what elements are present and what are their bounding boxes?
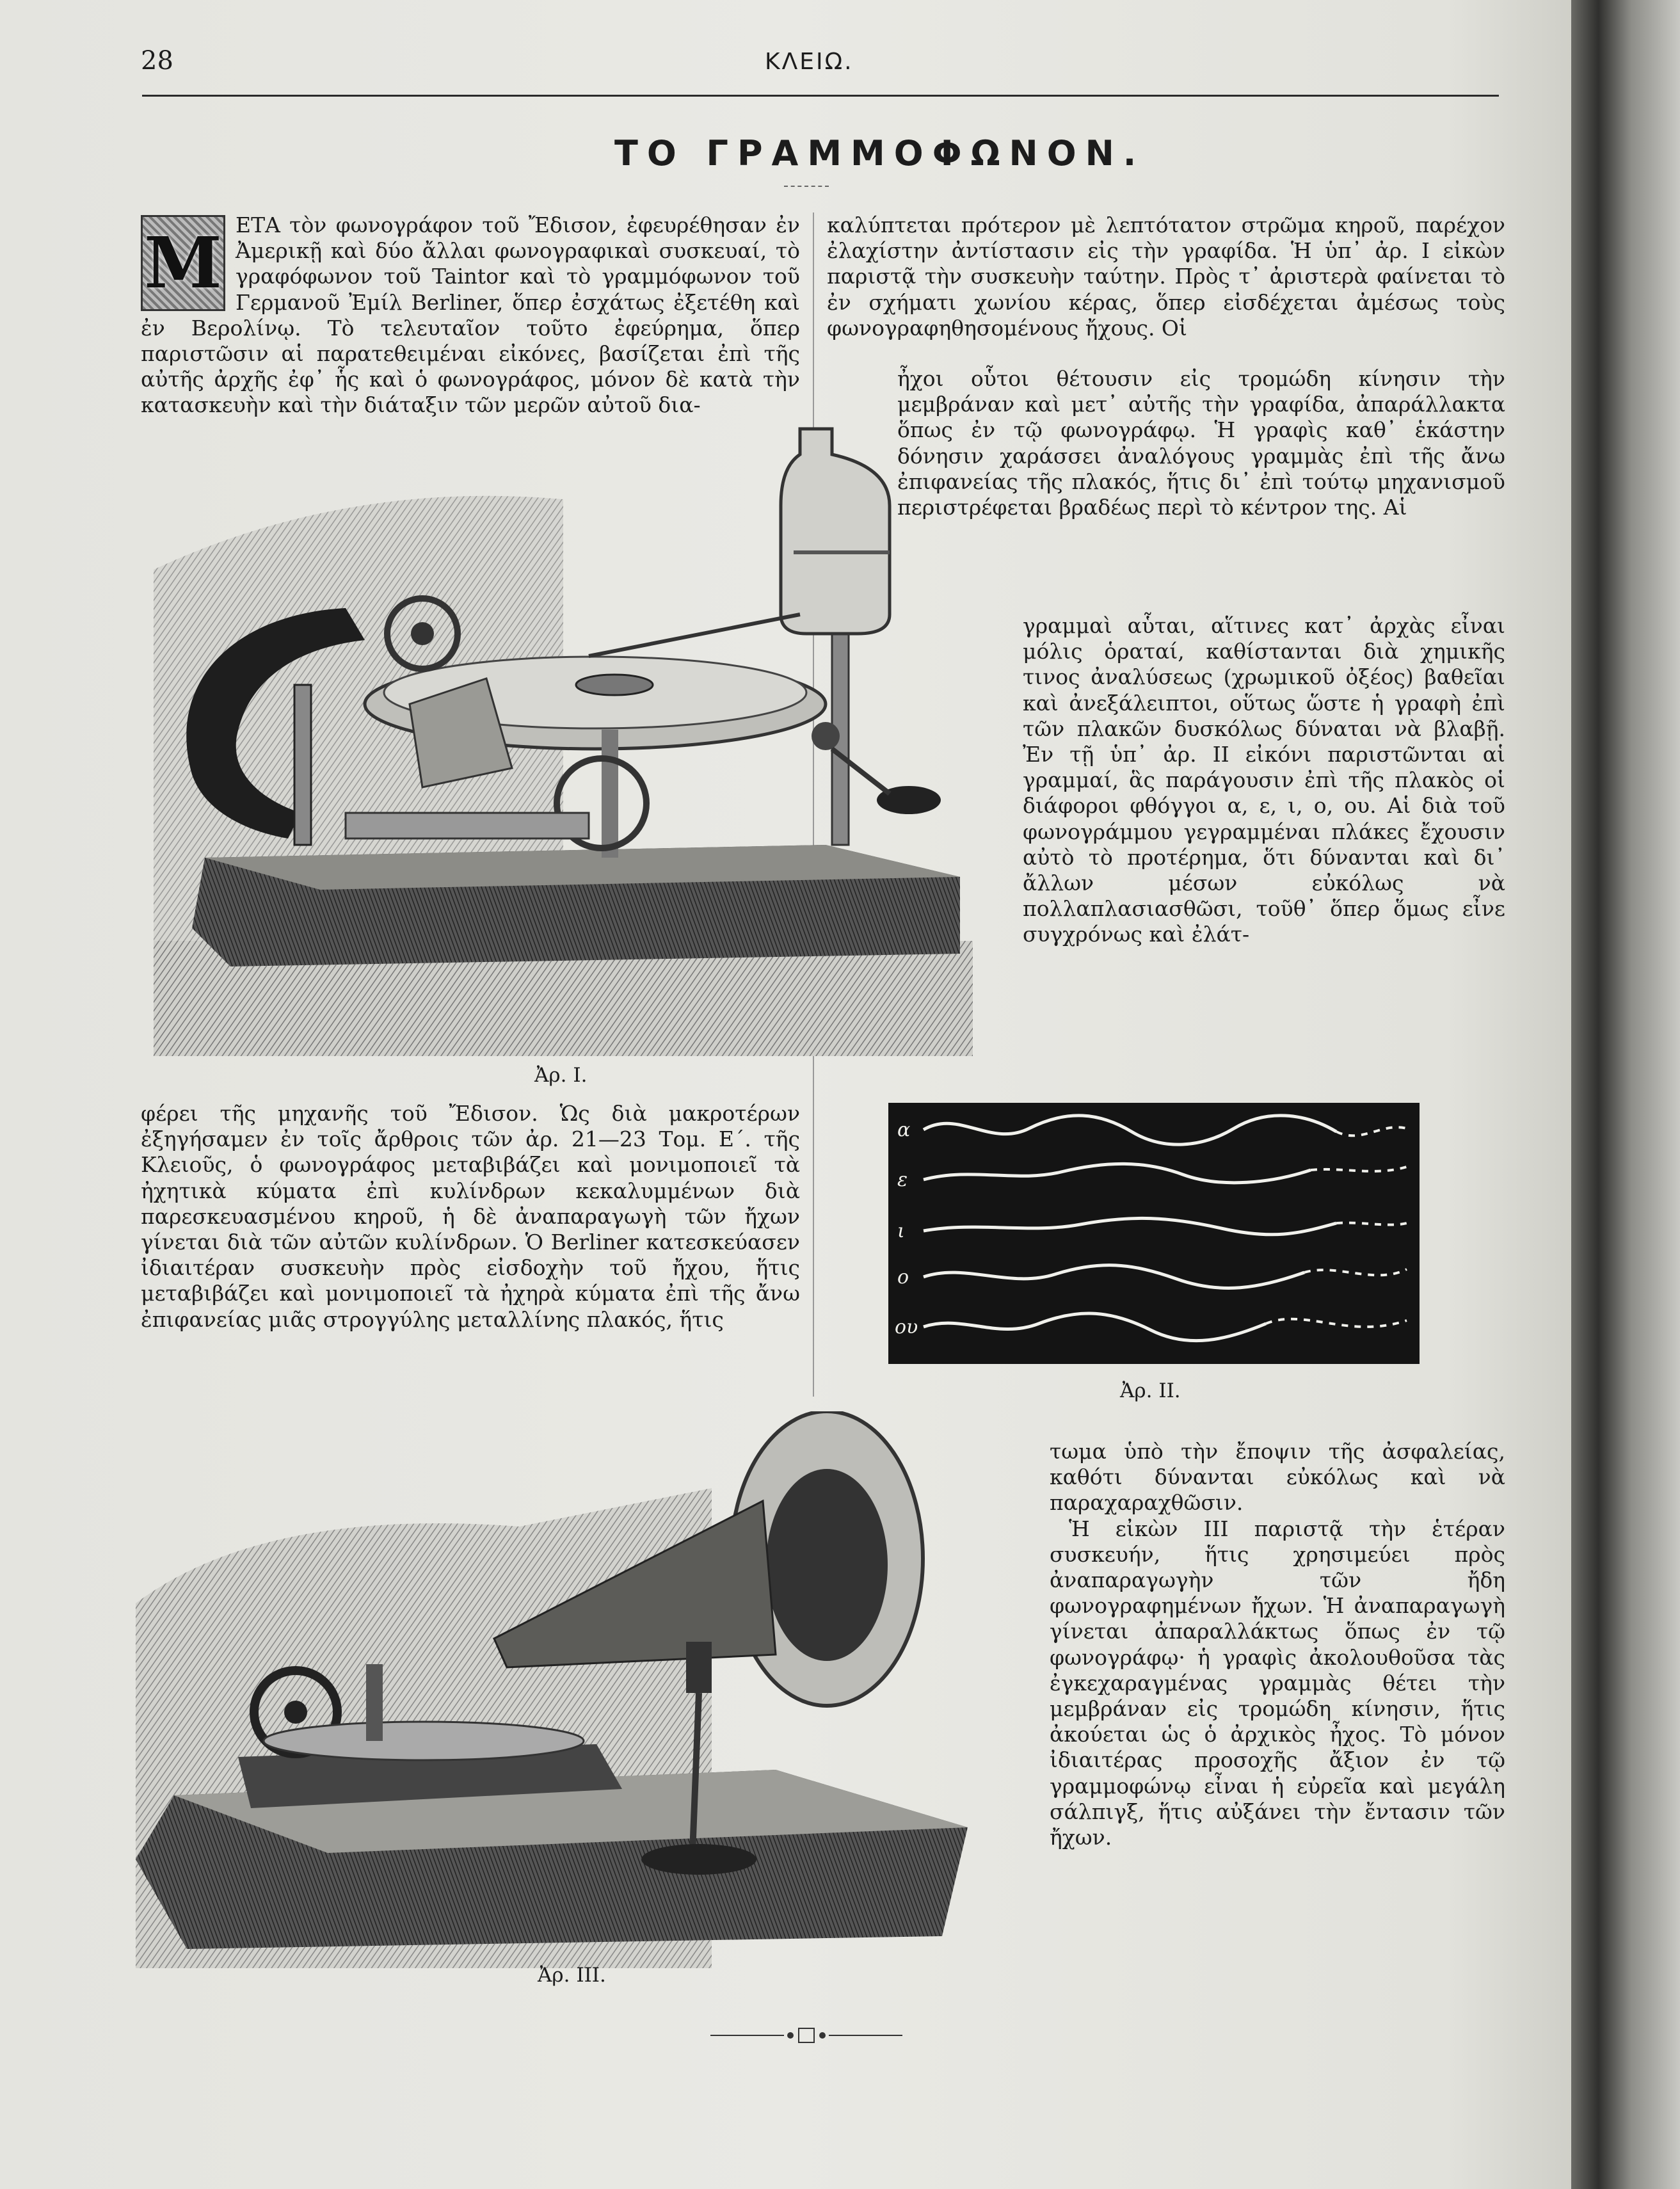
column-2-mid-text [897, 366, 1505, 520]
paragraph-intro: ΕΤΑ τὸν φωνογράφον τοῦ Ἔδισον, ἐφευρέθησαν ἐν Ἀμερικῇ καὶ δύο ἄλλαι φωνογραφικαὶ συσκευαί, τὸ γραφόφωνον τοῦ Taintor καὶ τὸ γραμμόφωνον τοῦ Γερμανοῦ Ἐμίλ Berliner, ὅπερ ἐσχάτως ἐξετέθη καὶ ἐν Βερολίνῳ. Τὸ τελευταῖον τοῦτο ἐφεύρημα, ὅπερ παριστῶσιν αἱ παρατεθειμέναι εἰκόνες, βασίζεται ἐπὶ τῆς αὐτῆς ἀρχῆς ἐφ᾽ ἧς καὶ ὁ φωνογράφος, μόνον δὲ κατὰ τὴν κατασκευὴν καὶ τὴν διάταξιν τῶν μερῶν αὐτοῦ δια- [141, 212, 800, 418]
trace-label-ou: ου [895, 1316, 918, 1338]
gramophone-player-illustration [136, 1411, 1000, 1968]
header-rule [142, 95, 1499, 97]
title-flourish [784, 186, 829, 188]
figure-1-engraving [154, 403, 986, 1056]
trace-label-a: α [897, 1119, 911, 1141]
figure-1-caption: Ἀρ. I. [534, 1064, 588, 1087]
page-number: 28 [141, 46, 173, 76]
trace-label-i: ι [897, 1220, 905, 1242]
column-2-top-text [827, 212, 1505, 341]
column-1-bottom-text [141, 1101, 800, 1333]
binding-gutter [1571, 0, 1680, 2189]
figure-2-caption: Ἀρ. II. [1120, 1379, 1181, 1402]
paragraph-col1-bottom: φέρει τῆς μηχανῆς τοῦ Ἔδισον. Ὡς διὰ μακροτέρων ἐξηγήσαμεν ἐν τοῖς ἄρθροις τῶν ἀρ. 21—23 Τομ. Ε΄. τῆς Κλειοῦς, ὁ φωνογράφος μεταβιβάζει καὶ μονιμοποιεῖ τὰ ἠχητικὰ κύματα ἐπὶ κυλίνδρων κεκαλυμμένων διὰ παρεσκευασμένου κηροῦ, ἡ δὲ ἀναπαραγωγὴ τῶν ἤχων γίνεται διὰ τῶν αὐτῶν κυλίνδρων. Ὁ Berliner κατεσκεύασεν ἰδιαιτέραν συσκευὴν πρὸς εἰσδοχὴν τοῦ ἤχου, ἥτις μεταβιβάζει καὶ μονιμοποιεῖ τὰ ἠχηρὰ κύματα ἐπὶ τῆς ἄνω ἐπιφανείας μιᾶς στρογγύλης μεταλλίνης πλακός, ἥτις [141, 1101, 800, 1332]
closing-ornament [710, 2026, 902, 2045]
paragraph-col2-bottom-2: Ἡ εἰκὼν III παριστᾷ τὴν ἑτέραν συσκευήν, ἥτις χρησιμεύει πρὸς ἀναπαραγωγὴν τῶν ἤδη φωνογραφημένων ἤχων. Ἡ ἀναπαραγωγὴ γίνεται ἀπαραλλάκτως ὅπως ἐν τῷ φωνογράφῳ· ἡ γραφὶς ἀκολουθοῦσα τὰς ἐγκεχαραγμένας γραμμὰς θέτει τὴν μεμβράναν εἰς τρομώδη κίνησιν, ἥτις ἀκούεται ὡς ὁ ἀρχικὸς ἦχος. Τὸ μόνον ἰδιαιτέρας προσοχῆς ἄξιον ἐν τῷ γραμμοφώνῳ εἶναι ἡ εὐρεῖα καὶ μεγάλη σάλπιγξ, ἥτις αὐξάνει τὴν ἔντασιν τῶν ἤχων. [1050, 1516, 1505, 1850]
figure-2-plate [888, 1103, 1420, 1364]
column-1-top-text [141, 212, 800, 419]
figure-3-engraving [136, 1411, 1000, 1968]
article-title: ΤΟ ΓΡΑΜΜΟΦΩΝΟΝ. [614, 133, 1146, 173]
column-2-narrow-text [1023, 613, 1505, 948]
column-2-bottom-text [1050, 1439, 1505, 1850]
dropcap-initial: Μ [141, 215, 225, 311]
paragraph-col2-bottom-1: τωμα ὑπὸ τὴν ἔποψιν τῆς ἀσφαλείας, καθότι δύνανται εὐκόλως καὶ νὰ παραχαραχθῶσιν. [1050, 1439, 1505, 1516]
vowel-trace-plate [888, 1103, 1420, 1364]
paragraph-col2-narrow: γραμμαὶ αὗται, αἵτινες κατ᾽ ἀρχὰς εἶναι μόλις ὁραταί, καθίστανται διὰ χημικῆς τινος ἀναλύσεως (χρωμικοῦ ὀξέος) βαθεῖαι καὶ ἀνεξάλειπτοι, οὕτως ὥστε ἡ γραφὴ ἐπὶ τῶν πλακῶν δυσκόλως δύναται νὰ βλαβῇ. Ἐν τῇ ὑπ᾽ ἀρ. II εἰκόνι παριστῶνται αἱ γραμμαί, ἃς παράγουσιν ἐπὶ τῆς πλακὸς οἱ διάφοροι φθόγγοι α, ε, ι, ο, ου. Αἱ διὰ τοῦ φωνογράμμου γεγραμμέναι πλάκες ἔχουσιν αὐτὸ τὸ προτέρημα, ὅτι δύνανται καὶ δι᾽ ἄλλων μέσων εὐκόλως νὰ πολλαπλασιασθῶσι, τοῦθ᾽ ὅπερ ὅμως εἶνε συγχρόνως καὶ ἐλάτ- [1023, 613, 1505, 947]
figure-3-caption: Ἀρ. III. [538, 1964, 606, 1987]
paragraph-col2-mid: ἦχοι οὗτοι θέτουσιν εἰς τρομώδη κίνησιν τὴν μεμβράναν καὶ μετ᾽ αὐτῆς τὴν γραφίδα, ἀπαράλλακτα ὅπως ἐν τῷ φωνογράφῳ. Ἡ γραφὶς καθ᾽ ἑκάστην δόνησιν χαράσσει ἀναλόγους γραμμὰς ἐπὶ τῆς ἄνω ἐπιφανείας τῆς πλακός, ἥτις δι᾽ ἐπὶ τούτῳ μηχανισμοῦ περιστρέφεται βραδέως περὶ τὸ κέντρον της. Αἱ [897, 366, 1505, 520]
trace-label-e: ε [897, 1169, 908, 1191]
gramophone-recorder-illustration [154, 403, 986, 1056]
trace-label-o: ο [897, 1266, 909, 1288]
paragraph-col2-top: καλύπτεται πρότερον μὲ λεπτότατον στρῶμα κηροῦ, παρέχον ἐλαχίστην ἀντίστασιν εἰς τὴν γραφίδα. Ἡ ὑπ᾽ ἀρ. I εἰκὼν παριστᾷ τὴν συσκευὴν ταύτην. Πρὸς τ᾽ ἀριστερὰ φαίνεται τὸ ἐν σχήματι χωνίου κέρας, ὅπερ εἰσδέχεται ἀμέσως τοὺς φωνογραφηθησομένους ἤχους. Οἱ [827, 212, 1505, 341]
running-head: ΚΛΕΙΩ. [765, 49, 854, 75]
